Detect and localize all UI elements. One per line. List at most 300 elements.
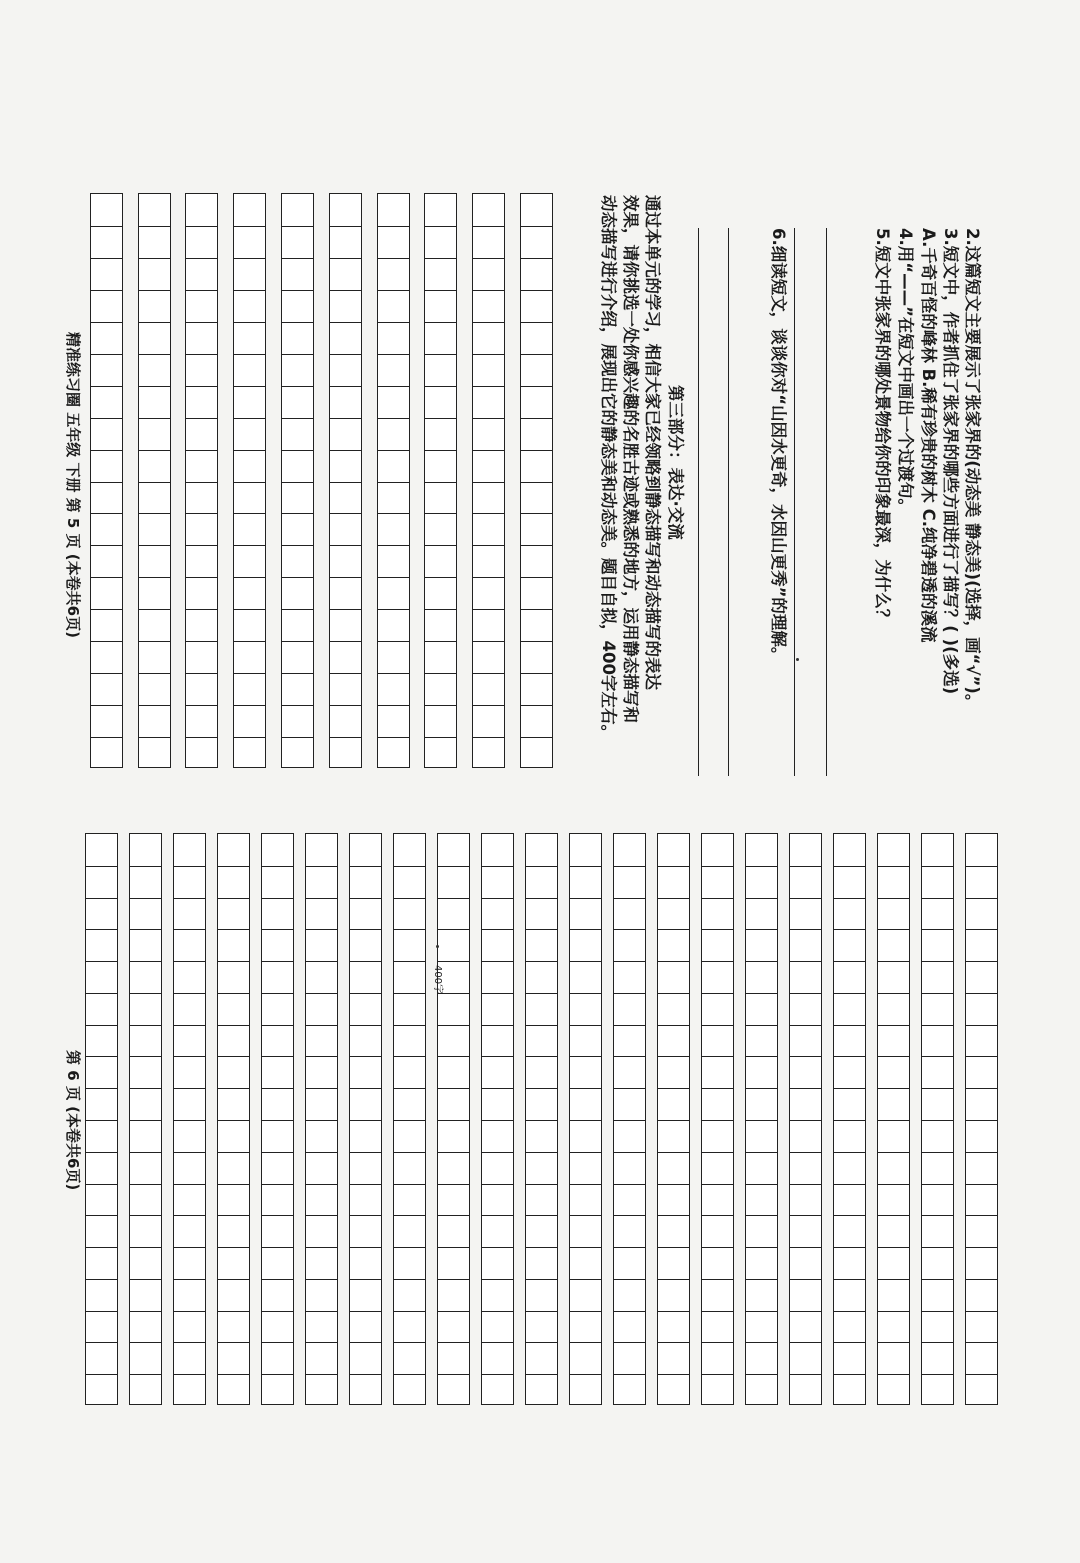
- grid-cell-border: [394, 961, 425, 962]
- grid-column[interactable]: [877, 833, 910, 1405]
- grid-cell-border: [702, 898, 733, 899]
- grid-cell-border: [658, 1184, 689, 1185]
- grid-cell-border: [306, 1184, 337, 1185]
- grid-cell-border: [174, 1152, 205, 1153]
- grid-cell-border: [218, 1184, 249, 1185]
- grid-column[interactable]: [138, 193, 171, 768]
- grid-cell-border: [262, 1342, 293, 1343]
- grid-cell-border: [614, 1342, 645, 1343]
- grid-cell-border: [702, 1056, 733, 1057]
- grid-cell-border: [966, 993, 997, 994]
- grid-cell-border: [878, 1279, 909, 1280]
- grid-column[interactable]: [965, 833, 998, 1405]
- grid-cell-border: [234, 258, 265, 259]
- smudge: [796, 658, 799, 661]
- grid-cell-border: [282, 673, 313, 674]
- grid-cell-border: [922, 1311, 953, 1312]
- grid-cell-border: [378, 641, 409, 642]
- grid-cell-border: [262, 1279, 293, 1280]
- grid-cell-border: [139, 705, 170, 706]
- grid-cell-border: [306, 898, 337, 899]
- grid-cell-border: [526, 1184, 557, 1185]
- answer-line-5b[interactable]: [794, 228, 795, 776]
- grid-cell-border: [130, 1088, 161, 1089]
- grid-cell-border: [378, 386, 409, 387]
- grid-cell-border: [234, 545, 265, 546]
- grid-cell-border: [91, 545, 122, 546]
- grid-cell-border: [86, 993, 117, 994]
- grid-cell-border: [306, 961, 337, 962]
- grid-column[interactable]: [393, 833, 426, 1405]
- question-4: 4.用“——”在短文中画出一个过渡句。: [896, 228, 915, 515]
- grid-cell-border: [174, 1215, 205, 1216]
- grid-cell-border: [614, 1088, 645, 1089]
- grid-cell-border: [834, 898, 865, 899]
- grid-cell-border: [658, 1215, 689, 1216]
- grid-column[interactable]: [833, 833, 866, 1405]
- grid-cell-border: [878, 1311, 909, 1312]
- grid-cell-border: [378, 577, 409, 578]
- grid-cell-border: [878, 993, 909, 994]
- grid-column[interactable]: [525, 833, 558, 1405]
- grid-cell-border: [473, 545, 504, 546]
- answer-line-6b[interactable]: [698, 228, 699, 776]
- grid-cell-border: [350, 1088, 381, 1089]
- grid-cell-border: [262, 1056, 293, 1057]
- grid-column[interactable]: [349, 833, 382, 1405]
- grid-cell-border: [350, 1120, 381, 1121]
- grid-cell-border: [218, 929, 249, 930]
- question-3: 3.短文中，作者抓住了张家界的哪些方面进行了描写？( )(多选): [941, 228, 960, 695]
- grid-cell-border: [746, 1152, 777, 1153]
- grid-cell-border: [521, 545, 552, 546]
- grid-cell-border: [521, 290, 552, 291]
- grid-cell-border: [438, 1247, 469, 1248]
- grid-cell-border: [746, 1247, 777, 1248]
- grid-cell-border: [425, 737, 456, 738]
- grid-cell-border: [378, 258, 409, 259]
- grid-column[interactable]: [305, 833, 338, 1405]
- grid-cell-border: [834, 866, 865, 867]
- grid-cell-border: [174, 1279, 205, 1280]
- grid-cell-border: [262, 1152, 293, 1153]
- grid-cell-border: [438, 961, 469, 962]
- grid-cell-border: [330, 641, 361, 642]
- grid-column[interactable]: [233, 193, 266, 768]
- grid-cell-border: [218, 1247, 249, 1248]
- grid-cell-border: [91, 737, 122, 738]
- grid-cell-border: [394, 1088, 425, 1089]
- grid-cell-border: [526, 1056, 557, 1057]
- grid-cell-border: [966, 961, 997, 962]
- grid-cell-border: [521, 609, 552, 610]
- grid-cell-border: [746, 993, 777, 994]
- grid-cell-border: [658, 1374, 689, 1375]
- grid-cell-border: [86, 1247, 117, 1248]
- grid-cell-border: [658, 993, 689, 994]
- grid-cell-border: [521, 482, 552, 483]
- grid-column[interactable]: [185, 193, 218, 768]
- grid-cell-border: [234, 609, 265, 610]
- grid-cell-border: [330, 450, 361, 451]
- grid-cell-border: [378, 482, 409, 483]
- grid-cell-border: [306, 1120, 337, 1121]
- grid-cell-border: [139, 290, 170, 291]
- grid-cell-border: [790, 993, 821, 994]
- grid-cell-border: [790, 929, 821, 930]
- grid-cell-border: [570, 1342, 601, 1343]
- grid-cell-border: [306, 993, 337, 994]
- grid-cell-border: [570, 1247, 601, 1248]
- grid-cell-border: [174, 993, 205, 994]
- grid-cell-border: [262, 1120, 293, 1121]
- grid-cell-border: [350, 1152, 381, 1153]
- grid-cell-border: [790, 1184, 821, 1185]
- grid-cell-border: [966, 1152, 997, 1153]
- grid-cell-border: [438, 898, 469, 899]
- grid-cell-border: [378, 705, 409, 706]
- grid-cell-border: [966, 1215, 997, 1216]
- grid-column[interactable]: [921, 833, 954, 1405]
- grid-cell-border: [482, 1374, 513, 1375]
- grid-cell-border: [350, 961, 381, 962]
- grid-column[interactable]: [261, 833, 294, 1405]
- grid-cell-border: [878, 1215, 909, 1216]
- grid-cell-border: [282, 545, 313, 546]
- grid-cell-border: [438, 929, 469, 930]
- grid-cell-border: [526, 1088, 557, 1089]
- grid-cell-border: [658, 1311, 689, 1312]
- grid-cell-border: [614, 929, 645, 930]
- grid-cell-border: [174, 961, 205, 962]
- grid-cell-border: [570, 993, 601, 994]
- grid-cell-border: [482, 1025, 513, 1026]
- grid-cell-border: [614, 1120, 645, 1121]
- grid-column[interactable]: [217, 833, 250, 1405]
- grid-cell-border: [130, 1279, 161, 1280]
- grid-cell-border: [139, 641, 170, 642]
- grid-cell-border: [702, 1247, 733, 1248]
- grid-cell-border: [878, 1025, 909, 1026]
- grid-cell-border: [521, 737, 552, 738]
- grid-cell-border: [658, 1056, 689, 1057]
- grid-cell-border: [425, 354, 456, 355]
- grid-cell-border: [378, 226, 409, 227]
- question-5: 5.短文中张家界的哪处景物给你的印象最深，为什么？: [873, 228, 892, 626]
- grid-cell-border: [614, 1152, 645, 1153]
- grid-cell-border: [130, 1342, 161, 1343]
- grid-cell-border: [139, 450, 170, 451]
- grid-column[interactable]: [129, 833, 162, 1405]
- grid-cell-border: [218, 1056, 249, 1057]
- grid-cell-border: [86, 1088, 117, 1089]
- grid-cell-border: [86, 866, 117, 867]
- grid-column[interactable]: [745, 833, 778, 1405]
- 400-char-marker: 400字: [432, 965, 443, 995]
- grid-cell-border: [262, 961, 293, 962]
- grid-cell-border: [186, 673, 217, 674]
- grid-cell-border: [186, 482, 217, 483]
- grid-cell-border: [262, 1184, 293, 1185]
- grid-cell-border: [746, 1025, 777, 1026]
- grid-cell-border: [282, 641, 313, 642]
- grid-cell-border: [966, 1025, 997, 1026]
- grid-column[interactable]: [569, 833, 602, 1405]
- grid-cell-border: [139, 354, 170, 355]
- grid-cell-border: [521, 673, 552, 674]
- grid-cell-border: [186, 577, 217, 578]
- grid-cell-border: [473, 386, 504, 387]
- grid-cell-border: [570, 1088, 601, 1089]
- grid-cell-border: [746, 1374, 777, 1375]
- grid-cell-border: [86, 929, 117, 930]
- grid-cell-border: [282, 322, 313, 323]
- grid-cell-border: [139, 673, 170, 674]
- grid-column[interactable]: [481, 833, 514, 1405]
- grid-cell-border: [282, 737, 313, 738]
- grid-cell-border: [306, 1279, 337, 1280]
- grid-cell-border: [570, 1056, 601, 1057]
- grid-cell-border: [966, 1184, 997, 1185]
- grid-cell-border: [139, 609, 170, 610]
- grid-cell-border: [438, 1152, 469, 1153]
- grid-column[interactable]: [613, 833, 646, 1405]
- grid-cell-border: [570, 1311, 601, 1312]
- grid-cell-border: [218, 898, 249, 899]
- grid-cell-border: [526, 866, 557, 867]
- grid-cell-border: [91, 450, 122, 451]
- grid-cell-border: [614, 961, 645, 962]
- grid-cell-border: [350, 866, 381, 867]
- grid-cell-border: [174, 1247, 205, 1248]
- grid-cell-border: [521, 577, 552, 578]
- grid-cell-border: [394, 929, 425, 930]
- grid-cell-border: [425, 641, 456, 642]
- grid-cell-border: [878, 1184, 909, 1185]
- answer-line-6a[interactable]: [728, 228, 729, 776]
- grid-cell-border: [262, 866, 293, 867]
- grid-cell-border: [394, 1247, 425, 1248]
- grid-cell-border: [186, 290, 217, 291]
- grid-column[interactable]: [424, 193, 457, 768]
- grid-cell-border: [473, 258, 504, 259]
- grid-cell-border: [878, 1374, 909, 1375]
- grid-cell-border: [130, 898, 161, 899]
- grid-cell-border: [482, 866, 513, 867]
- grid-cell-border: [378, 290, 409, 291]
- grid-column[interactable]: [520, 193, 553, 768]
- grid-cell-border: [438, 1056, 469, 1057]
- grid-cell-border: [746, 929, 777, 930]
- grid-cell-border: [878, 1247, 909, 1248]
- grid-cell-border: [425, 705, 456, 706]
- grid-cell-border: [86, 1342, 117, 1343]
- grid-cell-border: [350, 898, 381, 899]
- grid-cell-border: [425, 386, 456, 387]
- grid-column[interactable]: [85, 833, 118, 1405]
- grid-cell-border: [394, 1215, 425, 1216]
- grid-cell-border: [614, 1025, 645, 1026]
- grid-cell-border: [330, 705, 361, 706]
- grid-cell-border: [834, 1374, 865, 1375]
- grid-cell-border: [473, 705, 504, 706]
- grid-cell-border: [174, 1184, 205, 1185]
- grid-cell-border: [282, 386, 313, 387]
- grid-cell-border: [378, 450, 409, 451]
- grid-cell-border: [746, 1088, 777, 1089]
- grid-cell-border: [570, 1279, 601, 1280]
- grid-cell-border: [922, 1152, 953, 1153]
- grid-cell-border: [330, 609, 361, 610]
- grid-cell-border: [521, 226, 552, 227]
- grid-cell-border: [526, 1311, 557, 1312]
- grid-cell-border: [746, 898, 777, 899]
- grid-cell-border: [521, 418, 552, 419]
- grid-cell-border: [91, 577, 122, 578]
- grid-cell-border: [614, 993, 645, 994]
- grid-cell-border: [234, 418, 265, 419]
- grid-cell-border: [234, 450, 265, 451]
- grid-cell-border: [91, 641, 122, 642]
- grid-cell-border: [790, 1088, 821, 1089]
- grid-cell-border: [218, 866, 249, 867]
- grid-cell-border: [473, 513, 504, 514]
- grid-cell-border: [130, 1056, 161, 1057]
- grid-cell-border: [262, 1215, 293, 1216]
- grid-cell-border: [878, 929, 909, 930]
- grid-cell-border: [262, 1311, 293, 1312]
- grid-cell-border: [139, 226, 170, 227]
- grid-cell-border: [526, 1152, 557, 1153]
- grid-cell-border: [330, 673, 361, 674]
- grid-column[interactable]: [657, 833, 690, 1405]
- grid-cell-border: [570, 898, 601, 899]
- grid-column[interactable]: [329, 193, 362, 768]
- grid-cell-border: [702, 961, 733, 962]
- grid-cell-border: [218, 961, 249, 962]
- grid-cell-border: [473, 290, 504, 291]
- grid-cell-border: [438, 1279, 469, 1280]
- grid-cell-border: [378, 354, 409, 355]
- grid-cell-border: [834, 929, 865, 930]
- grid-cell-border: [521, 354, 552, 355]
- grid-cell-border: [139, 513, 170, 514]
- grid-cell-border: [746, 1184, 777, 1185]
- grid-cell-border: [282, 258, 313, 259]
- grid-cell-border: [702, 1374, 733, 1375]
- grid-cell-border: [614, 1279, 645, 1280]
- grid-cell-border: [966, 866, 997, 867]
- grid-column[interactable]: [281, 193, 314, 768]
- grid-cell-border: [746, 1215, 777, 1216]
- grid-cell-border: [378, 673, 409, 674]
- grid-cell-border: [570, 1025, 601, 1026]
- grid-cell-border: [130, 1152, 161, 1153]
- grid-cell-border: [425, 609, 456, 610]
- grid-column[interactable]: [472, 193, 505, 768]
- grid-cell-border: [482, 898, 513, 899]
- grid-cell-border: [91, 418, 122, 419]
- grid-cell-border: [330, 226, 361, 227]
- grid-cell-border: [282, 418, 313, 419]
- grid-cell-border: [86, 1152, 117, 1153]
- grid-cell-border: [790, 961, 821, 962]
- grid-column[interactable]: [173, 833, 206, 1405]
- grid-cell-border: [234, 513, 265, 514]
- grid-cell-border: [746, 1311, 777, 1312]
- grid-cell-border: [234, 482, 265, 483]
- grid-cell-border: [86, 1056, 117, 1057]
- grid-cell-border: [139, 322, 170, 323]
- grid-cell-border: [746, 1056, 777, 1057]
- grid-cell-border: [482, 993, 513, 994]
- grid-cell-border: [702, 1311, 733, 1312]
- grid-cell-border: [790, 1152, 821, 1153]
- grid-cell-border: [482, 961, 513, 962]
- grid-cell-border: [658, 1152, 689, 1153]
- grid-cell-border: [521, 386, 552, 387]
- grid-cell-border: [282, 290, 313, 291]
- grid-column[interactable]: [789, 833, 822, 1405]
- grid-cell-border: [330, 545, 361, 546]
- answer-line-5a[interactable]: [826, 228, 827, 776]
- grid-cell-border: [330, 482, 361, 483]
- grid-cell-border: [234, 737, 265, 738]
- grid-cell-border: [186, 609, 217, 610]
- grid-cell-border: [482, 1120, 513, 1121]
- grid-cell-border: [790, 1374, 821, 1375]
- grid-column[interactable]: [377, 193, 410, 768]
- grid-cell-border: [438, 866, 469, 867]
- grid-cell-border: [834, 1247, 865, 1248]
- grid-cell-border: [922, 1215, 953, 1216]
- grid-cell-border: [234, 577, 265, 578]
- grid-cell-border: [614, 1056, 645, 1057]
- grid-cell-border: [130, 1374, 161, 1375]
- grid-cell-border: [966, 1120, 997, 1121]
- grid-cell-border: [350, 1056, 381, 1057]
- grid-column[interactable]: [701, 833, 734, 1405]
- grid-cell-border: [966, 929, 997, 930]
- grid-cell-border: [330, 258, 361, 259]
- grid-cell-border: [473, 673, 504, 674]
- grid-cell-border: [186, 545, 217, 546]
- grid-cell-border: [306, 1311, 337, 1312]
- grid-cell-border: [218, 993, 249, 994]
- grid-cell-border: [834, 993, 865, 994]
- grid-cell-border: [438, 1374, 469, 1375]
- grid-column[interactable]: [437, 833, 470, 1405]
- grid-column[interactable]: [90, 193, 123, 768]
- grid-cell-border: [218, 1120, 249, 1121]
- grid-cell-border: [350, 1215, 381, 1216]
- grid-cell-border: [614, 898, 645, 899]
- grid-cell-border: [526, 1120, 557, 1121]
- grid-cell-border: [186, 386, 217, 387]
- grid-cell-border: [966, 1088, 997, 1089]
- grid-cell-border: [966, 1247, 997, 1248]
- grid-cell-border: [282, 577, 313, 578]
- grid-cell-border: [658, 1247, 689, 1248]
- grid-cell-border: [174, 1374, 205, 1375]
- grid-cell-border: [438, 1184, 469, 1185]
- grid-cell-border: [521, 641, 552, 642]
- grid-cell-border: [521, 258, 552, 259]
- grid-cell-border: [878, 1152, 909, 1153]
- grid-cell-border: [746, 1342, 777, 1343]
- grid-cell-border: [526, 1342, 557, 1343]
- grid-cell-border: [139, 258, 170, 259]
